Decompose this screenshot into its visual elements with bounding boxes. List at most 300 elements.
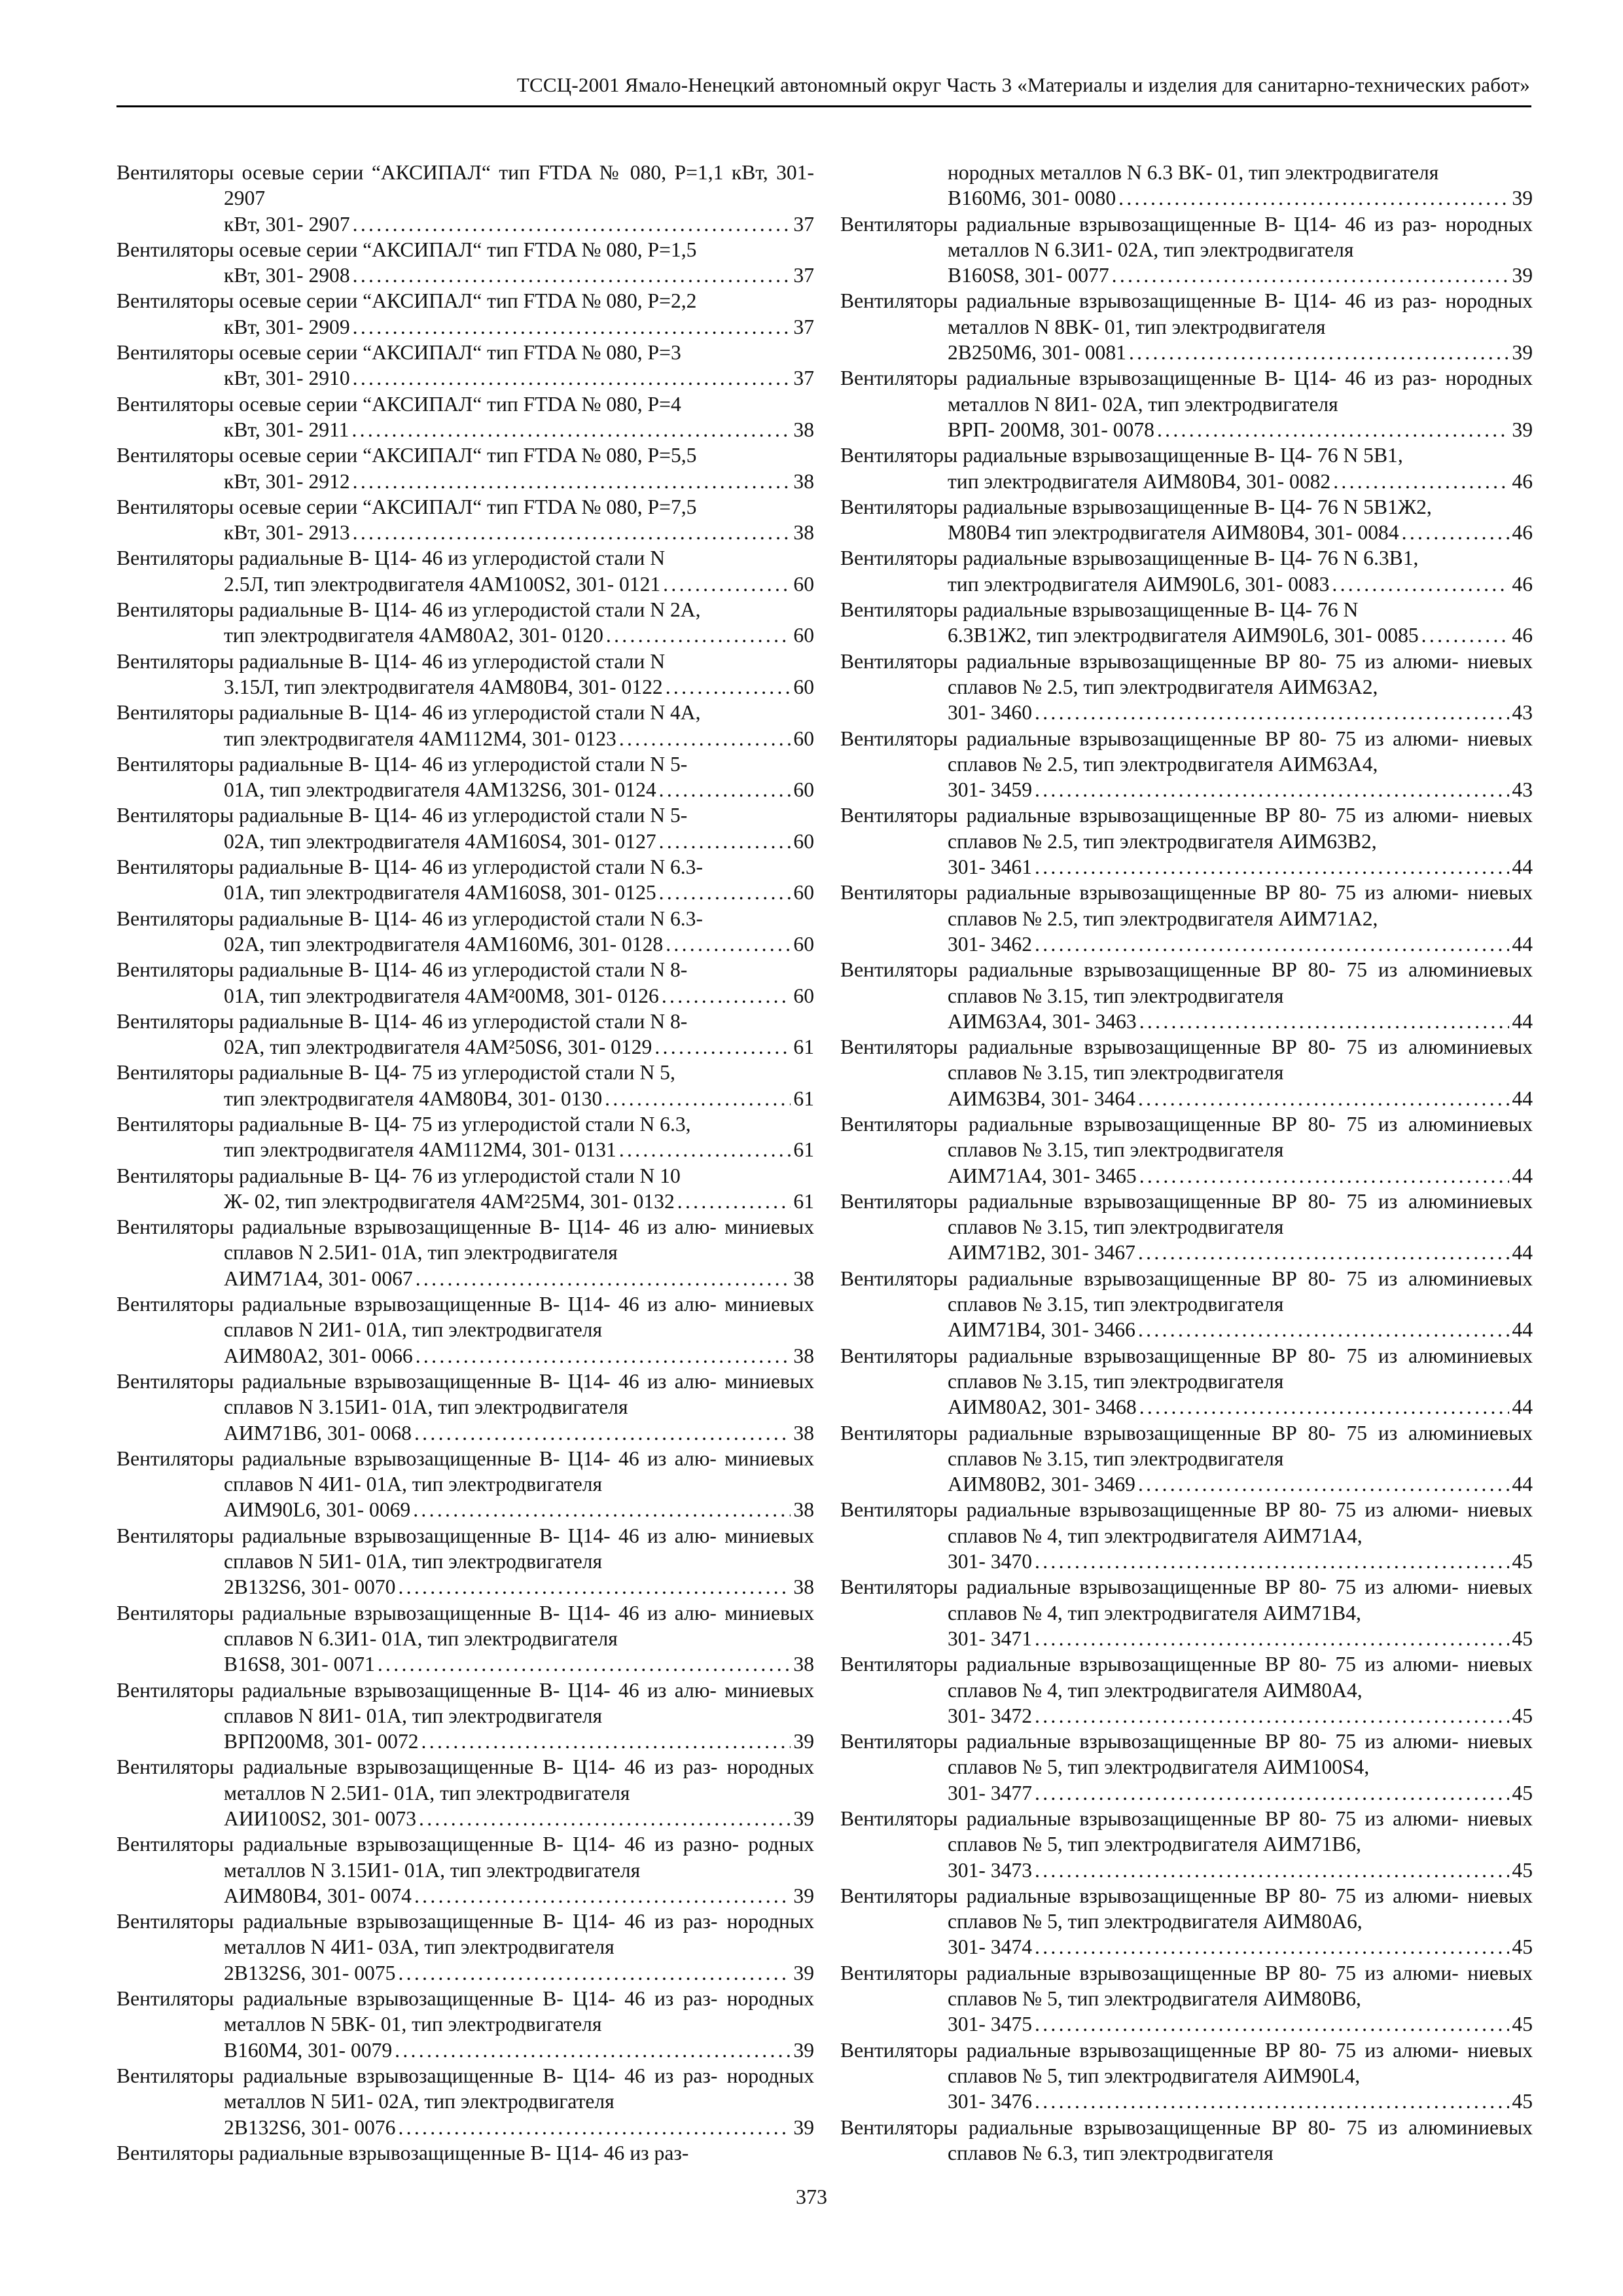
index-entry-page: 44	[1512, 1473, 1533, 1496]
dot-leader	[666, 674, 791, 700]
index-entry-page: 38	[793, 1266, 814, 1290]
index-entry-last-line	[948, 1086, 1533, 1111]
dot-leader	[353, 469, 791, 494]
index-entry-last-line	[948, 931, 1533, 957]
index-entry-last-line	[224, 1266, 814, 1291]
index-entry-last-line	[224, 1883, 814, 1909]
index-entry-last-line	[948, 185, 1533, 211]
index-entry-text: Вентиляторы осевые серии “АКСИПАЛ“ тип FTDA № 080, P=5,5	[116, 444, 697, 467]
index-entry-last-line	[948, 1934, 1533, 1960]
index-entry-code: кВт, 301- 2910	[224, 367, 350, 390]
index-entry-text: Вентиляторы радиальные взрывозащищенные ВР 80- 75 из алюминиевых сплавов № 3.15, тип электродвигателя	[840, 1189, 1533, 1239]
index-entry-last-line	[948, 1549, 1533, 1574]
index-entry-last-line	[948, 700, 1533, 725]
index-entry-last-line	[948, 1009, 1533, 1034]
index-entry-last-line	[948, 417, 1533, 442]
index-entry-code: В160М6, 301- 0080	[948, 187, 1116, 210]
index-entry-text: Вентиляторы радиальные В- Ц14- 46 из углеродистой стали N 8-	[116, 958, 688, 982]
index-entry-code: В160М4, 301- 0079	[224, 2038, 393, 2062]
index-entry	[840, 545, 1533, 597]
index-entry-code: 301- 3460	[948, 701, 1032, 725]
index-entry-page: 60	[793, 726, 814, 750]
index-entry-page: 39	[793, 1730, 814, 1753]
index-entry-code: 301- 3462	[948, 932, 1032, 956]
index-entry-page: 39	[793, 2115, 814, 2139]
index-entry-code: 2В250М6, 301- 0081	[948, 341, 1126, 365]
index-entry-page: 39	[793, 2038, 814, 2062]
index-entry-text: Вентиляторы радиальные взрывозащищенные ВР 80- 75 из алюми- ниевых сплавов № 5, тип электродвигателя АИМ90L4,	[840, 2038, 1533, 2087]
dot-leader	[413, 1497, 791, 1522]
index-entry-text: Вентиляторы осевые серии “АКСИПАЛ“ тип FTDA № 080, P=4	[116, 392, 681, 416]
index-entry-page: 38	[793, 469, 814, 493]
index-entry-text: Вентиляторы радиальные взрывозащищенные ВР 80- 75 из алюминиевых сплавов № 3.15, тип электродвигателя	[840, 958, 1533, 1007]
index-entry-last-line	[224, 1729, 814, 1754]
index-entry-text: Вентиляторы радиальные взрывозащищенные В- Ц14- 46 из алю- миниевых сплавов N 3.15И1- 01А, тип электродвигателя	[116, 1369, 814, 1419]
index-entry-last-line	[948, 777, 1533, 802]
index-entry-code: 02А, тип электродвигателя 4АМ160М6, 301- 0128	[224, 932, 664, 956]
index-entry	[116, 700, 814, 751]
dot-leader	[659, 777, 791, 802]
index-entry-code: ВРП- 200М8, 301- 0078	[948, 418, 1154, 441]
index-entry-last-line	[224, 1806, 814, 1831]
index-entry	[116, 237, 814, 289]
index-entry-last-line	[948, 1240, 1533, 1265]
index-entry-last-line	[224, 1651, 814, 1677]
index-entry-text: Вентиляторы радиальные взрывозащищенные В- Ц14- 46 из раз- нородных металлов N 8И1- 02А, тип электродвигателя	[840, 367, 1533, 416]
index-entry-code: 2В132S6, 301- 0076	[224, 2115, 396, 2139]
index-entry	[116, 957, 814, 1009]
index-entry-code: 301- 3470	[948, 1550, 1032, 1573]
dot-leader	[398, 1960, 791, 1986]
index-entry	[840, 1497, 1533, 1574]
index-entry-code: тип электродвигателя 4АМ112М4, 301- 0123	[224, 726, 616, 750]
index-entry-last-line	[224, 880, 814, 905]
index-entry-page: 60	[793, 984, 814, 1007]
dot-leader	[353, 365, 791, 391]
index-entry-last-line	[948, 571, 1533, 597]
index-entry-page: 61	[793, 1189, 814, 1213]
index-entry	[116, 494, 814, 546]
index-entry-code: 3.15Л, тип электродвигателя 4АМ80В4, 301- 0122	[224, 675, 663, 698]
dot-leader	[1035, 2089, 1509, 2114]
index-entry	[116, 442, 814, 494]
dot-leader	[353, 211, 791, 237]
dot-leader	[666, 931, 791, 957]
index-entry-page: 45	[1512, 1704, 1533, 1727]
index-entry-page: 39	[793, 1807, 814, 1830]
dot-leader	[416, 1266, 791, 1291]
dot-leader	[395, 2037, 791, 2063]
index-entry-text: Вентиляторы радиальные взрывозащищенные В- Ц14- 46 из раз- нородных металлов N 6.3И1- 02А, тип электродвигателя	[840, 212, 1533, 261]
index-entry-page: 39	[1512, 341, 1533, 365]
index-entry-page: 46	[1512, 572, 1533, 596]
index-entry-code: 01А, тип электродвигателя 4АМ132S6, 301- 0124	[224, 778, 656, 802]
index-entry-page: 38	[793, 418, 814, 441]
index-entry-code: кВт, 301- 2909	[224, 315, 350, 338]
index-entry-page: 45	[1512, 1626, 1533, 1650]
index-entry-code: 301- 3472	[948, 1704, 1032, 1727]
index-entry-code: тип электродвигателя 4АМ80В4, 301- 0130	[224, 1086, 603, 1110]
index-entry-text: Вентиляторы радиальные взрывозащищенные В- Ц14- 46 из раз- нородных металлов N 8ВК- 01, тип электродвигателя	[840, 289, 1533, 338]
index-entry	[840, 597, 1533, 649]
index-entry-text: Вентиляторы осевые серии “АКСИПАЛ“ тип FTDA № 080, P=2,2	[116, 289, 697, 313]
index-entry-last-line	[948, 469, 1533, 494]
index-entry-code: ВРП200М8, 301- 0072	[224, 1730, 419, 1753]
index-entry	[116, 1600, 814, 1677]
index-entry-code: АИМ90L6, 301- 0069	[224, 1498, 411, 1522]
index-entry-code: кВт, 301- 2908	[224, 264, 350, 287]
index-entry	[116, 854, 814, 906]
index-entry-code: тип электродвигателя АИМ90L6, 301- 0083	[948, 572, 1330, 596]
index-entry-code: 301- 3477	[948, 1781, 1032, 1804]
index-entry-last-line	[224, 777, 814, 802]
index-entry-code: 301- 3473	[948, 1858, 1032, 1882]
index-entry-page: 38	[793, 1498, 814, 1522]
index-entry	[116, 1831, 814, 1909]
index-entry-page: 44	[1512, 1395, 1533, 1419]
index-entry	[840, 880, 1533, 957]
index-entry-code: 01А, тип электродвигателя 4АМ160S8, 301- 0125	[224, 881, 656, 905]
index-column-left	[116, 160, 814, 2166]
index-entry-last-line	[224, 1497, 814, 1522]
index-entry-text: Вентиляторы осевые серии “АКСИПАЛ“ тип FTDA № 080, P=1,1 кВт, 301- 2907	[116, 161, 814, 210]
index-entry-last-line	[224, 983, 814, 1009]
index-entry	[840, 802, 1533, 880]
index-entry-code: 301- 3476	[948, 2090, 1032, 2113]
index-entry-text: Вентиляторы радиальные В- Ц4- 75 из углеродистой стали N 6.3,	[116, 1112, 691, 1136]
index-entry-code: 2В132S6, 301- 0070	[224, 1575, 396, 1599]
index-entry-last-line	[948, 854, 1533, 880]
index-entry-page: 38	[793, 1575, 814, 1599]
page-number: 373	[796, 2185, 827, 2208]
index-entry-last-line	[224, 2115, 814, 2140]
index-entry-page: 39	[1512, 418, 1533, 441]
index-entry-page: 39	[1512, 187, 1533, 210]
index-entry-last-line	[224, 417, 814, 442]
index-entry-text: Вентиляторы радиальные взрывозащищенные ВР 80- 75 из алюми- ниевых сплавов № 5, тип электродвигателя АИМ71В6,	[840, 1807, 1533, 1856]
index-entry-text: Вентиляторы радиальные взрывозащищенные В- Ц4- 76 N 5В1,	[840, 444, 1403, 467]
index-entry-text: Вентиляторы радиальные взрывозащищенные ВР 80- 75 из алюми- ниевых сплавов № 2.5, тип электродвигателя АИМ63В2,	[840, 804, 1533, 853]
index-entry-text: Вентиляторы радиальные взрывозащищенные В- Ц14- 46 из раз- нородных металлов N 5ВК- 01, тип электродвигателя	[116, 1987, 814, 2036]
index-entry-page: 46	[1512, 521, 1533, 545]
dot-leader	[1035, 2011, 1509, 2037]
index-entry-code: АИМ80В4, 301- 0074	[224, 1884, 412, 1907]
index-entry-text: Вентиляторы радиальные В- Ц14- 46 из углеродистой стали N	[116, 547, 666, 570]
index-entry	[116, 391, 814, 443]
dot-leader	[353, 314, 791, 340]
index-entry	[840, 365, 1533, 442]
index-entry-page: 44	[1512, 1086, 1533, 1110]
index-entry-code: 01А, тип электродвигателя 4АМ²00М8, 301- 0126	[224, 984, 659, 1007]
index-entry-page: 45	[1512, 1550, 1533, 1573]
index-entry-text: Вентиляторы радиальные В- Ц4- 76 из углеродистой стали N 10	[116, 1164, 681, 1187]
dot-leader	[1138, 1317, 1509, 1342]
index-entry-last-line	[224, 2037, 814, 2063]
index-entry-text: Вентиляторы осевые серии “АКСИПАЛ“ тип FTDA № 080, P=7,5	[116, 495, 697, 518]
index-entry-text: Вентиляторы радиальные взрывозащищенные В- Ц14- 46 из алю- миниевых сплавов N 6.3И1- 01А, тип электродвигателя	[116, 1601, 814, 1650]
index-entry-last-line	[224, 1034, 814, 1060]
index-entry	[840, 1420, 1533, 1498]
index-entry	[840, 2115, 1533, 2166]
dot-leader	[1421, 622, 1510, 648]
index-entry	[116, 1009, 814, 1060]
index-entry-last-line	[948, 1703, 1533, 1729]
index-entry-page: 60	[793, 624, 814, 647]
dot-leader	[1402, 520, 1510, 545]
dot-leader	[351, 417, 791, 442]
index-entry	[840, 494, 1533, 546]
index-entry-page: 60	[793, 932, 814, 956]
index-entry-code: 02А, тип электродвигателя 4АМ²50S6, 301- 0129	[224, 1035, 652, 1059]
index-entry-page: 39	[793, 1884, 814, 1907]
index-entry	[116, 1111, 814, 1163]
dot-leader	[654, 1034, 791, 1060]
index-entry	[116, 1060, 814, 1111]
dot-leader	[1157, 417, 1509, 442]
index-entry-last-line	[224, 1137, 814, 1162]
dot-leader	[619, 726, 791, 751]
index-entry-page: 39	[1512, 264, 1533, 287]
index-entry-text: Вентиляторы радиальные В- Ц4- 75 из углеродистой стали N 5,	[116, 1061, 675, 1085]
index-entry-page: 38	[793, 1421, 814, 1444]
index-entry-code: М80В4 тип электродвигателя АИМ80В4, 301- 0084	[948, 521, 1399, 545]
index-entry-code: АИМ63А4, 301- 3463	[948, 1009, 1137, 1033]
index-entry-last-line	[948, 1857, 1533, 1883]
index-entry-code: АИМ80А2, 301- 0066	[224, 1344, 413, 1367]
index-entry-last-line	[224, 1189, 814, 1214]
index-entry-last-line	[224, 571, 814, 597]
index-entry-page: 43	[1512, 701, 1533, 725]
index-entry	[116, 906, 814, 958]
index-entry-code: кВт, 301- 2912	[224, 469, 350, 493]
index-entry-last-line	[224, 262, 814, 288]
index-entry	[840, 1960, 1533, 2037]
index-entry-last-line	[948, 1394, 1533, 1420]
index-entry-code: АИМ71В6, 301- 0068	[224, 1421, 412, 1444]
index-entry	[116, 751, 814, 803]
index-entry-last-line	[224, 1343, 814, 1369]
index-entry-code: АИМ71А4, 301- 3465	[948, 1164, 1137, 1187]
index-entry-text: Вентиляторы радиальные взрывозащищенные ВР 80- 75 из алюми- ниевых сплавов № 4, тип электродвигателя АИМ71А4,	[840, 1498, 1533, 1547]
dot-leader	[1138, 1086, 1509, 1111]
index-entry	[116, 1523, 814, 1600]
index-entry-text: Вентиляторы осевые серии “АКСИПАЛ“ тип FTDA № 080, P=3	[116, 341, 681, 365]
dot-leader	[662, 983, 791, 1009]
dot-leader	[421, 1729, 791, 1754]
index-entry	[116, 1291, 814, 1369]
index-entry-text: Вентиляторы радиальные В- Ц14- 46 из углеродистой стали N 6.3-	[116, 906, 703, 930]
index-entry-page: 39	[793, 1961, 814, 1984]
index-entry-page: 38	[793, 1344, 814, 1367]
index-entry-text: Вентиляторы осевые серии “АКСИПАЛ“ тип FTDA № 080, P=1,5	[116, 238, 697, 261]
dot-leader	[353, 520, 791, 545]
index-entry	[116, 1986, 814, 2063]
dot-leader	[605, 1086, 791, 1111]
index-entry-text: Вентиляторы радиальные взрывозащищенные В- Ц4- 76 N 5В1Ж2,	[840, 495, 1432, 518]
index-entry-page: 44	[1512, 1318, 1533, 1342]
index-entry-last-line	[224, 622, 814, 648]
index-entry-text: Вентиляторы радиальные взрывозащищенные В- Ц14- 46 из раз- нородных металлов N 4И1- 03А, тип электродвигателя	[116, 1910, 814, 1959]
index-entry-code: Ж- 02, тип электродвигателя 4АМ²25М4, 301- 0132	[224, 1189, 675, 1213]
index-entry-code: 301- 3471	[948, 1626, 1032, 1650]
dot-leader	[1035, 1934, 1509, 1960]
index-entry-text: Вентиляторы радиальные взрывозащищенные ВР 80- 75 из алюминиевых сплавов № 6.3, тип электродвигателя	[840, 2115, 1533, 2164]
index-entry-text: Вентиляторы радиальные взрывозащищенные В- Ц4- 76 N	[840, 598, 1359, 622]
index-entry-last-line	[948, 1626, 1533, 1651]
index-entry-last-line	[948, 1317, 1533, 1342]
index-entry-text: Вентиляторы радиальные взрывозащищенные ВР 80- 75 из алюми- ниевых сплавов № 4, тип электродвигателя АИМ71В4,	[840, 1575, 1533, 1624]
index-entry-text: Вентиляторы радиальные В- Ц14- 46 из углеродистой стали N 2А,	[116, 598, 701, 622]
index-column-right	[840, 160, 1533, 2166]
index-entry-page: 45	[1512, 2013, 1533, 2036]
index-entry-text: Вентиляторы радиальные В- Ц14- 46 из углеродистой стали N 8-	[116, 1009, 688, 1033]
index-entry-text: Вентиляторы радиальные взрывозащищенные В- Ц14- 46 из разно- родных металлов N 3.15И1- 01А, тип электродвигателя	[116, 1833, 814, 1882]
index-entry-code: 301- 3475	[948, 2013, 1032, 2036]
dot-leader	[606, 622, 791, 648]
index-entry-last-line	[948, 622, 1533, 648]
index-entry	[840, 1111, 1533, 1189]
index-entry	[840, 1574, 1533, 1651]
index-entry-code: В16S8, 301- 0071	[224, 1653, 375, 1676]
dot-leader	[663, 571, 791, 597]
index-entry-text: Вентиляторы радиальные В- Ц14- 46 из углеродистой стали N 6.3-	[116, 855, 703, 879]
index-entry-last-line	[224, 469, 814, 494]
index-entry	[840, 1806, 1533, 1883]
dot-leader	[1139, 1394, 1510, 1420]
index-entry-code: тип электродвигателя 4АМ80А2, 301- 0120	[224, 624, 603, 647]
index-entry	[840, 1883, 1533, 1960]
dot-leader	[1118, 185, 1509, 211]
index-entry	[840, 649, 1533, 726]
index-entry-code: АИМ71В2, 301- 3467	[948, 1241, 1135, 1265]
dot-leader	[619, 1137, 791, 1162]
index-entry	[840, 160, 1533, 211]
index-entry	[116, 1677, 814, 1755]
index-entry-last-line	[948, 520, 1533, 545]
index-entry-page: 37	[793, 315, 814, 338]
index-entry-text: Вентиляторы радиальные взрывозащищенные В- Ц14- 46 из алю- миниевых сплавов N 5И1- 01А, тип электродвигателя	[116, 1524, 814, 1573]
dot-leader	[1138, 1471, 1509, 1497]
index-entry	[116, 1369, 814, 1446]
index-entry	[116, 1446, 814, 1523]
index-entry-last-line	[224, 1960, 814, 1986]
running-header-title: ТССЦ-2001 Ямало-Ненецкий автономный округ Часть 3 «Материалы и изделия для санитарно-технических работ»	[516, 73, 1530, 96]
index-entry-last-line	[948, 2011, 1533, 2037]
index-entry-last-line	[224, 1086, 814, 1111]
index-entry-text: Вентиляторы радиальные взрывозащищенные В- Ц14- 46 из раз- нородных металлов N 5И1- 02А, тип электродвигателя	[116, 2064, 814, 2113]
index-entry-text: Вентиляторы радиальные взрывозащищенные В- Ц4- 76 N 6.3В1,	[840, 547, 1419, 570]
dot-leader	[398, 1574, 791, 1600]
index-entry-page: 37	[793, 367, 814, 390]
dot-leader	[1035, 1549, 1509, 1574]
index-entry	[116, 649, 814, 700]
index-entry	[840, 2037, 1533, 2115]
index-entry	[840, 1651, 1533, 1729]
index-entry-page: 37	[793, 264, 814, 287]
index-entry-code: 6.3В1Ж2, тип электродвигателя АИМ90L6, 301- 0085	[948, 624, 1419, 647]
index-entry-text: Вентиляторы радиальные взрывозащищенные ВР 80- 75 из алюми- ниевых сплавов № 5, тип электродвигателя АИМ80В6,	[840, 1961, 1533, 2011]
index-entry-page: 44	[1512, 855, 1533, 879]
dot-leader	[353, 262, 791, 288]
index-entry-text: Вентиляторы радиальные взрывозащищенные ВР 80- 75 из алюминиевых сплавов № 3.15, тип электродвигателя	[840, 1344, 1533, 1393]
index-entry	[840, 1343, 1533, 1420]
index-entry-text: Вентиляторы радиальные взрывозащищенные В- Ц14- 46 из раз-	[116, 2141, 689, 2164]
index-entry-page: 38	[793, 521, 814, 545]
index-entry	[840, 442, 1533, 494]
dot-leader	[414, 1883, 791, 1909]
index-entry-code: В160S8, 301- 0077	[948, 264, 1109, 287]
dot-leader	[1332, 571, 1509, 597]
index-entry	[116, 340, 814, 391]
running-header	[116, 71, 1531, 107]
index-entry-last-line	[948, 1471, 1533, 1497]
index-entry-text: Вентиляторы радиальные взрывозащищенные В- Ц14- 46 из раз- нородных металлов N 2.5И1- 01А, тип электродвигателя	[116, 1755, 814, 1804]
index-entry-code: АИМ80А2, 301- 3468	[948, 1395, 1137, 1419]
dot-leader	[1112, 262, 1510, 288]
dot-leader	[1035, 1857, 1509, 1883]
index-entry-code: 2.5Л, тип электродвигателя 4АМ100S2, 301- 0121	[224, 572, 661, 596]
index-entry-text: Вентиляторы радиальные взрывозащищенные ВР 80- 75 из алюми- ниевых сплавов № 5, тип электродвигателя АИМ80А6,	[840, 1884, 1533, 1933]
index-entry-text: Вентиляторы радиальные взрывозащищенные В- Ц14- 46 из алю- миниевых сплавов N 2.5И1- 01А, тип электродвигателя	[116, 1215, 814, 1265]
index-entry-text: Вентиляторы радиальные взрывозащищенные ВР 80- 75 из алюминиевых сплавов № 3.15, тип электродвигателя	[840, 1266, 1533, 1316]
index-entry	[116, 2140, 814, 2166]
dot-leader	[1138, 1240, 1509, 1265]
index-entry	[116, 802, 814, 854]
index-entry-page: 44	[1512, 932, 1533, 956]
index-entry	[116, 288, 814, 340]
index-entry-text: Вентиляторы радиальные В- Ц14- 46 из углеродистой стали N 4А,	[116, 701, 701, 725]
index-entry	[840, 957, 1533, 1034]
index-entry-last-line	[224, 726, 814, 751]
index-entry-code: АИМ71А4, 301- 0067	[224, 1266, 413, 1290]
index-entry-text: Вентиляторы радиальные взрывозащищенные ВР 80- 75 из алюминиевых сплавов № 3.15, тип электродвигателя	[840, 1112, 1533, 1162]
dot-leader	[378, 1651, 791, 1677]
dot-leader	[1035, 1626, 1509, 1651]
index-entry-page: 60	[793, 572, 814, 596]
index-entry	[840, 288, 1533, 365]
dot-leader	[1035, 931, 1509, 957]
index-entry-page: 61	[793, 1138, 814, 1162]
index-entry-last-line	[948, 2089, 1533, 2114]
index-entry	[840, 1189, 1533, 1266]
dot-leader	[1129, 340, 1509, 365]
index-entry-last-line	[224, 1574, 814, 1600]
index-entry	[116, 1214, 814, 1291]
index-entry-text: Вентиляторы радиальные взрывозащищенные ВР 80- 75 из алюми- ниевых сплавов № 2.5, тип электродвигателя АИМ63А4,	[840, 726, 1533, 776]
dot-leader	[1035, 777, 1509, 802]
index-entry-page: 44	[1512, 1164, 1533, 1187]
index-entry-code: 2В132S6, 301- 0075	[224, 1961, 396, 1984]
index-entry-text: Вентиляторы радиальные взрывозащищенные ВР 80- 75 из алюминиевых сплавов № 3.15, тип электродвигателя	[840, 1035, 1533, 1085]
index-entry-continuation: нородных металлов N 6.3 ВК- 01, тип электродвигателя	[948, 161, 1439, 184]
index-entry-last-line	[224, 1420, 814, 1446]
index-entry-code: АИИ100S2, 301- 0073	[224, 1807, 417, 1830]
dot-leader	[1139, 1163, 1510, 1189]
index-entry-code: 301- 3474	[948, 1935, 1032, 1959]
index-entry-last-line	[948, 1163, 1533, 1189]
index-entry-last-line	[224, 365, 814, 391]
index-entry-page: 61	[793, 1086, 814, 1110]
index-entry-page: 43	[1512, 778, 1533, 802]
dot-leader	[1035, 700, 1509, 725]
index-entry-code: кВт, 301- 2907	[224, 212, 350, 236]
index-entry-code: тип электродвигателя АИМ80В4, 301- 0082	[948, 469, 1331, 493]
index-entry	[116, 1754, 814, 1831]
index-entry	[840, 1266, 1533, 1343]
index-entry-page: 45	[1512, 1935, 1533, 1959]
dot-leader	[419, 1806, 791, 1831]
dot-leader	[1139, 1009, 1510, 1034]
